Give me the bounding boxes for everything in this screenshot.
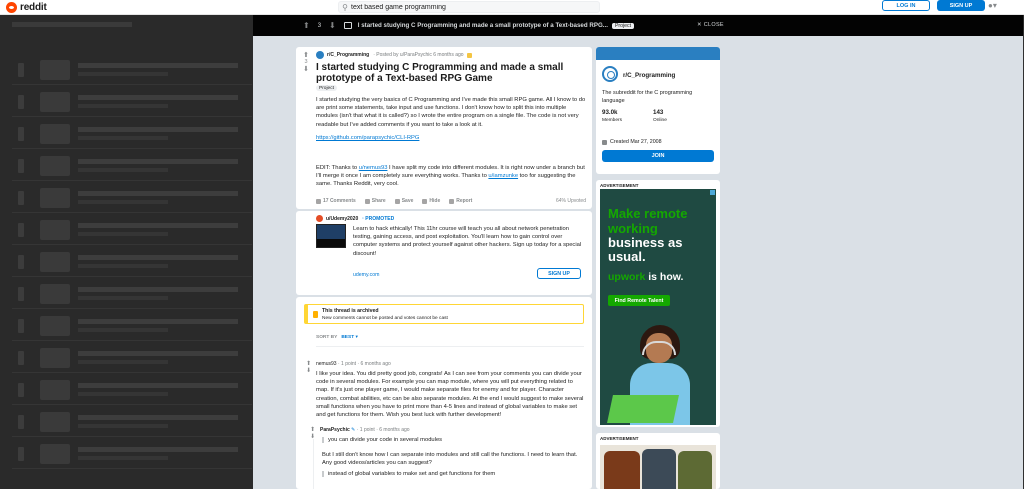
background-post-row: [12, 215, 252, 245]
upvote-ratio: 64% Upvoted: [555, 198, 586, 204]
comment-vote: [310, 427, 318, 441]
signup-button[interactable]: SIGN UP: [937, 0, 985, 11]
background-post-list: [12, 15, 252, 489]
search-bar[interactable]: [338, 1, 600, 13]
udemy-icon: [316, 215, 323, 222]
background-post-row: [12, 247, 252, 277]
community-name[interactable]: r/C_Programming: [623, 72, 676, 79]
comment-header: [316, 361, 391, 367]
upwork-wordmark: upwork: [608, 271, 646, 283]
post-vote-column: [300, 51, 312, 73]
members-label: Members: [602, 118, 622, 123]
comments-button[interactable]: [316, 198, 356, 204]
archived-notice: [304, 304, 584, 324]
comments-label: 17 Comments: [323, 198, 356, 204]
ad-choices-icon[interactable]: [710, 190, 715, 195]
comment-vote: [306, 361, 314, 375]
text-post-icon: [344, 22, 352, 29]
hide-button[interactable]: [422, 198, 440, 204]
background-post-row: [12, 119, 252, 149]
report-label: Report: [456, 198, 473, 204]
laptop-illustration: [607, 395, 679, 423]
brand-wordmark: reddit: [20, 1, 47, 13]
divider: [316, 346, 584, 347]
comment-icon: [316, 199, 321, 204]
sidebar-ad-card: [596, 180, 720, 427]
comment-sort[interactable]: [316, 335, 358, 340]
post-body: I started studying the very basics of C Programming and I've made this small RPG game. All I know to do are print some statements, take input and use functions. I don't know how to split this into multiple modules (isn't that what it is called?) so I wrote the entire program on a single file. The code is not very readable but I've added comments if you want to take a look at it.: [316, 97, 586, 128]
upwork-tagline: is how.: [645, 271, 684, 283]
github-link[interactable]: https://github.com/parapsychic/CLI-RPG: [316, 135, 420, 141]
post-title: I started studying C Programming and made a small prototype of a Text-based RPG Game: [316, 62, 564, 84]
comment-body: But I still don't know how I can separate into modules and still call the functions. I need to learn that. Any good videos/articles you can suggest?: [322, 452, 578, 467]
award-icon: [467, 53, 472, 58]
background-post-row: [12, 183, 252, 213]
op-pencil-icon: ✎: [351, 427, 356, 433]
cake-icon: [602, 140, 607, 145]
comment-header: [320, 427, 410, 433]
background-post-row: [12, 375, 252, 405]
comment-quote: instead of global variables to make set and get functions for them: [322, 471, 495, 477]
advertiser-link[interactable]: u/Udemy2020: [326, 215, 359, 222]
share-label: Share: [371, 198, 386, 204]
user-link-iamzunke[interactable]: u/iamzunke: [488, 173, 519, 180]
community-banner: [596, 47, 720, 60]
comment-author[interactable]: ParaPsychic: [320, 427, 350, 433]
downvote-icon[interactable]: ⬇: [303, 66, 309, 73]
post-actions: [316, 198, 586, 204]
comments-card: [296, 297, 592, 489]
comment-quote: you can divide your code in several modules: [322, 437, 442, 443]
post-meta: [316, 51, 472, 59]
edit-text: EDIT: Thanks to: [316, 165, 359, 171]
ad-meta: [316, 215, 394, 222]
find-remote-talent-button[interactable]: Find Remote Talent: [608, 295, 670, 306]
background-post-row: [12, 343, 252, 373]
background-post-row: [12, 279, 252, 309]
sidebar-ad-card-2: [596, 433, 720, 489]
close-label: CLOSE: [703, 22, 724, 28]
report-button[interactable]: [449, 198, 472, 204]
archive-icon: [313, 311, 318, 318]
post-edit-note: [316, 164, 586, 189]
comment-author[interactable]: nemus93: [316, 361, 337, 367]
advertisement-label: ADVERTISEMENT: [600, 436, 639, 441]
upvote-icon[interactable]: ⬆: [303, 52, 309, 59]
edit-text: too for suggesting the same. Thanks Reddit, very cool.: [316, 173, 576, 188]
ad-text: Learn to hack ethically! This 11hr course will teach you all about network penetration testing, gaining access, and post exploitation. You'll learn how to gain control over computer systems and protect yourself against other hackers. Sign up today for a special discount!: [353, 226, 582, 257]
upwork-ad[interactable]: [600, 189, 716, 425]
post-score: 3: [304, 59, 308, 65]
overlay-post-title: I started studying C Programming and made a small prototype of a Text-based RPG...: [357, 22, 608, 29]
ad-subheadline: business as usual.: [608, 235, 683, 264]
sort-value[interactable]: BEST: [341, 335, 355, 340]
upvote-icon[interactable]: ⬆: [303, 21, 310, 30]
members-count: 93.0k: [602, 109, 618, 116]
post-score: 3: [317, 22, 322, 29]
overlay-post-flair: Project: [612, 23, 634, 29]
site-header: [0, 0, 1024, 15]
ad-domain-link[interactable]: udemy.com: [353, 272, 380, 278]
share-button[interactable]: [365, 198, 386, 204]
downvote-icon[interactable]: ⬇: [306, 368, 312, 374]
advertisement-label: ADVERTISEMENT: [600, 183, 639, 188]
ad-headline: Make remote working: [608, 206, 688, 236]
edit-text: I have split my code into different modules. It is right now under a branch but I'll merge it once I am completely sure everything works. Thanks to: [316, 165, 585, 180]
comment-meta: · 1 point · 6 months ago: [356, 427, 410, 433]
flag-icon: [449, 199, 454, 204]
join-button[interactable]: JOIN: [602, 150, 714, 162]
upvote-icon[interactable]: ⬆: [310, 427, 316, 433]
archived-subtitle: New comments cannot be posted and votes cannot be cast: [322, 316, 448, 321]
background-post-row: [12, 151, 252, 181]
ad-signup-button[interactable]: SIGN UP: [537, 268, 581, 279]
reddit-snoo-icon: [6, 2, 17, 13]
online-label: Online: [653, 118, 667, 123]
hide-label: Hide: [429, 198, 441, 204]
close-button[interactable]: ✕ CLOSE: [697, 22, 724, 28]
post-overlay-header: [253, 15, 1023, 36]
hide-icon: [422, 199, 427, 204]
background-post-row: [12, 439, 252, 469]
community-info-card: [596, 47, 720, 174]
sort-label: SORT BY: [316, 335, 338, 340]
background-post-row: [12, 311, 252, 341]
community-description: The subreddit for the C programming language: [602, 90, 693, 104]
archived-title: This thread is archived: [322, 308, 379, 314]
chevron-down-icon: ▾: [355, 335, 358, 340]
downvote-icon[interactable]: ⬇: [310, 434, 316, 440]
created-date: Created Mar 27, 2008: [610, 139, 662, 145]
post-flair[interactable]: Project: [316, 85, 337, 91]
online-count: 143: [653, 109, 664, 116]
post-card: [296, 47, 592, 209]
background-post-row: [12, 407, 252, 437]
thread-line[interactable]: [313, 439, 314, 489]
community-created: [602, 139, 662, 145]
promoted-label: · PROMOTED: [362, 215, 395, 222]
comment-meta: · 1 point · 6 months ago: [337, 361, 391, 367]
reddit-logo[interactable]: [6, 2, 47, 13]
upwork-logo: [608, 271, 683, 283]
share-icon: [365, 199, 370, 204]
subreddit-icon[interactable]: [316, 51, 324, 59]
comment-body: I like your idea. You did pretty good job, congrats! As I can see from your comments you can divide your code in several modules. For example you can map module, where you will put everything related to map. If it's just one player game, I would make separate files for enemy and for player. Character creation, combat abilities, etc can be also separate modules. At the end I would suggest to make several small functions when you have to print more than 4-5 lines and instead of global variables to make set and get functions for them. Wish you best luck with further development!: [316, 371, 584, 419]
background-post-row: [12, 87, 252, 117]
downvote-icon[interactable]: ⬇: [329, 21, 336, 30]
user-menu-icon[interactable]: ●▾: [988, 1, 997, 10]
search-input[interactable]: [351, 4, 591, 11]
subreddit-link[interactable]: r/C_Programming: [327, 52, 370, 58]
bookmark-icon: [395, 199, 400, 204]
user-link-nemus93[interactable]: u/nemus93: [358, 165, 388, 171]
promoted-ad-card: [296, 211, 592, 295]
upvote-icon[interactable]: ⬆: [306, 361, 312, 367]
save-label: Save: [401, 198, 414, 204]
jacket-ad-image[interactable]: [600, 445, 716, 489]
community-icon[interactable]: [602, 66, 618, 82]
search-icon: ⚲: [342, 2, 348, 12]
post-author-info[interactable]: · Posted by u/ParaPsychic 6 months ago: [373, 52, 464, 58]
save-button[interactable]: [395, 198, 414, 204]
login-button[interactable]: LOG IN: [882, 0, 930, 11]
ad-thumbnail[interactable]: [316, 224, 346, 248]
background-post-row: [12, 55, 252, 85]
